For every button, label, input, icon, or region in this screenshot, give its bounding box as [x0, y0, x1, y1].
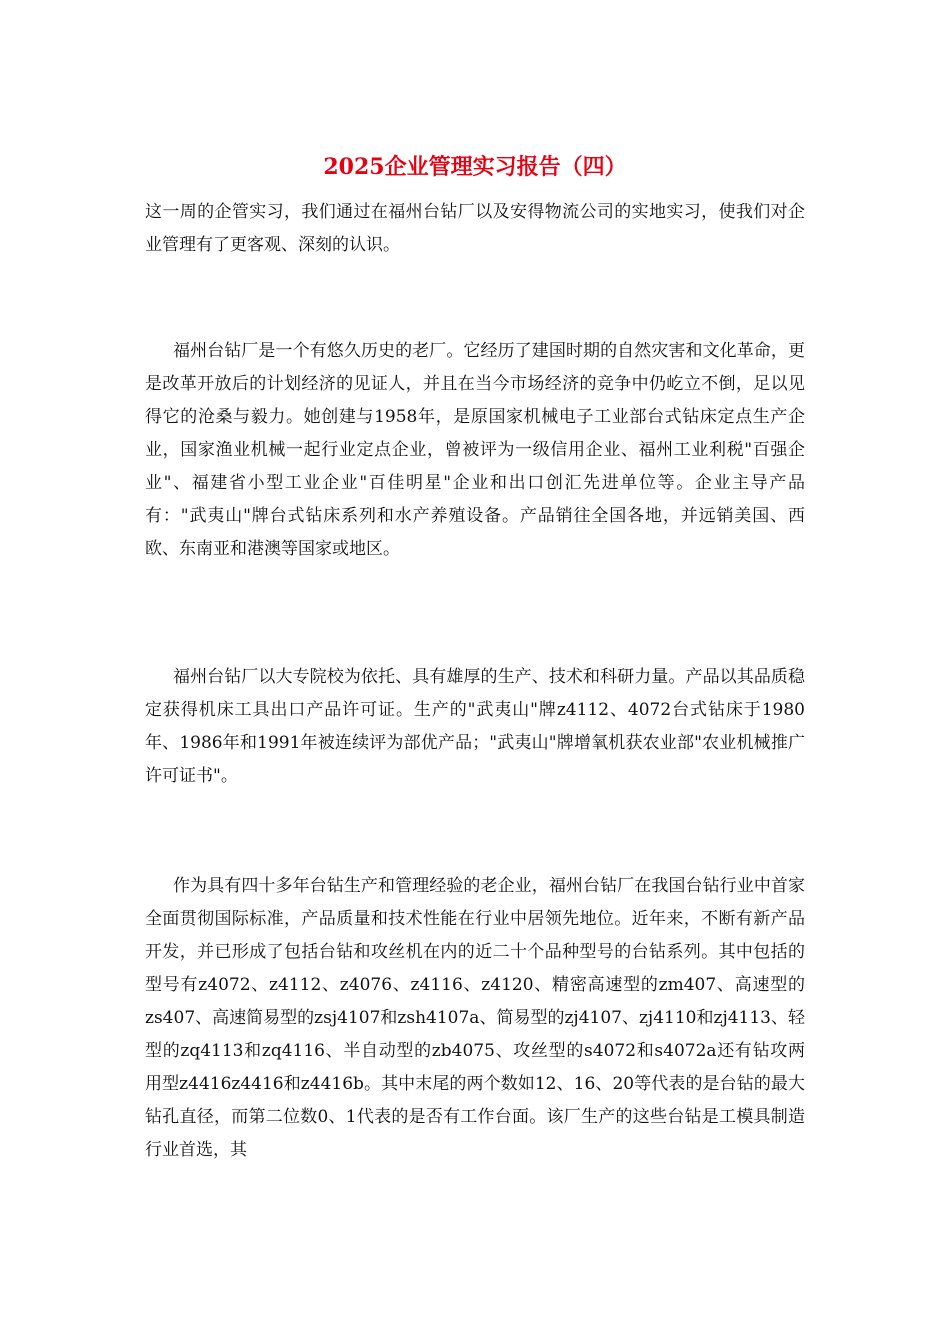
document-title: 2025企业管理实习报告（四） [323, 154, 627, 180]
paragraph-intro: 这一周的企管实习，我们通过在福州台钻厂以及安得物流公司的实地实习，使我们对企业管理有了更客观、深刻的认识。 [145, 202, 805, 255]
paragraph-history: 福州台钻厂是一个有悠久历史的老厂。它经历了建国时期的自然灾害和文化革命，更是改革开放后的计划经济的见证人，并且在当今市场经济的竞争中仍屹立不倒，足以见得它的沧桑与毅力。她创建与1958年，是原国家机械电子工业部台式钻床定点生产企业，国家渔业机械一起行业定点企业，曾被评为一级信用企业、福州工业利税"百强企业"、福建省小型工业企业"百佳明星"企业和出口创汇先进单位等。企业主导产品有："武夷山"牌台式钻床系列和水产养殖设备。产品销往全国各地，并远销美国、西欧、东南亚和港澳等国家或地区。 [145, 341, 805, 559]
paragraph-products: 作为具有四十多年台钻生产和管理经验的老企业，福州台钻厂在我国台钻行业中首家全面贯彻国际标准，产品质量和技术性能在行业中居领先地位。近年来，不断有新产品开发，并已形成了包括台钻和攻丝机在内的近二十个品种型号的台钻系列。其中包括的型号有z4072、z4112、z4076、z4116、z4120、精密高速型的zm407、高速型的zs407、高速简易型的zsj4107和zsh4107a、简易型的zj4107、zj4110和zj4113、轻型的zq4113和zq4116、半自动型的zb4075、攻丝型的s4072和s4072a还有钻攻两用型z4416z4416和z4416b。其中末尾的两个数如12、16、20等代表的是台钻的最大钻孔直径，而第二位数0、1代表的是否有工作台面。该厂生产的这些台钻是工模具制造行业首选，其 [145, 876, 805, 1160]
paragraph-strength: 福州台钻厂以大专院校为依托、具有雄厚的生产、技术和科研力量。产品以其品质稳定获得机床工具出口产品许可证。生产的"武夷山"牌z4112、4072台式钻床于1980年、1986年和1991年被连续评为部优产品；"武夷山"牌增氧机获农业部"农业机械推广许可证书"。 [145, 667, 805, 786]
